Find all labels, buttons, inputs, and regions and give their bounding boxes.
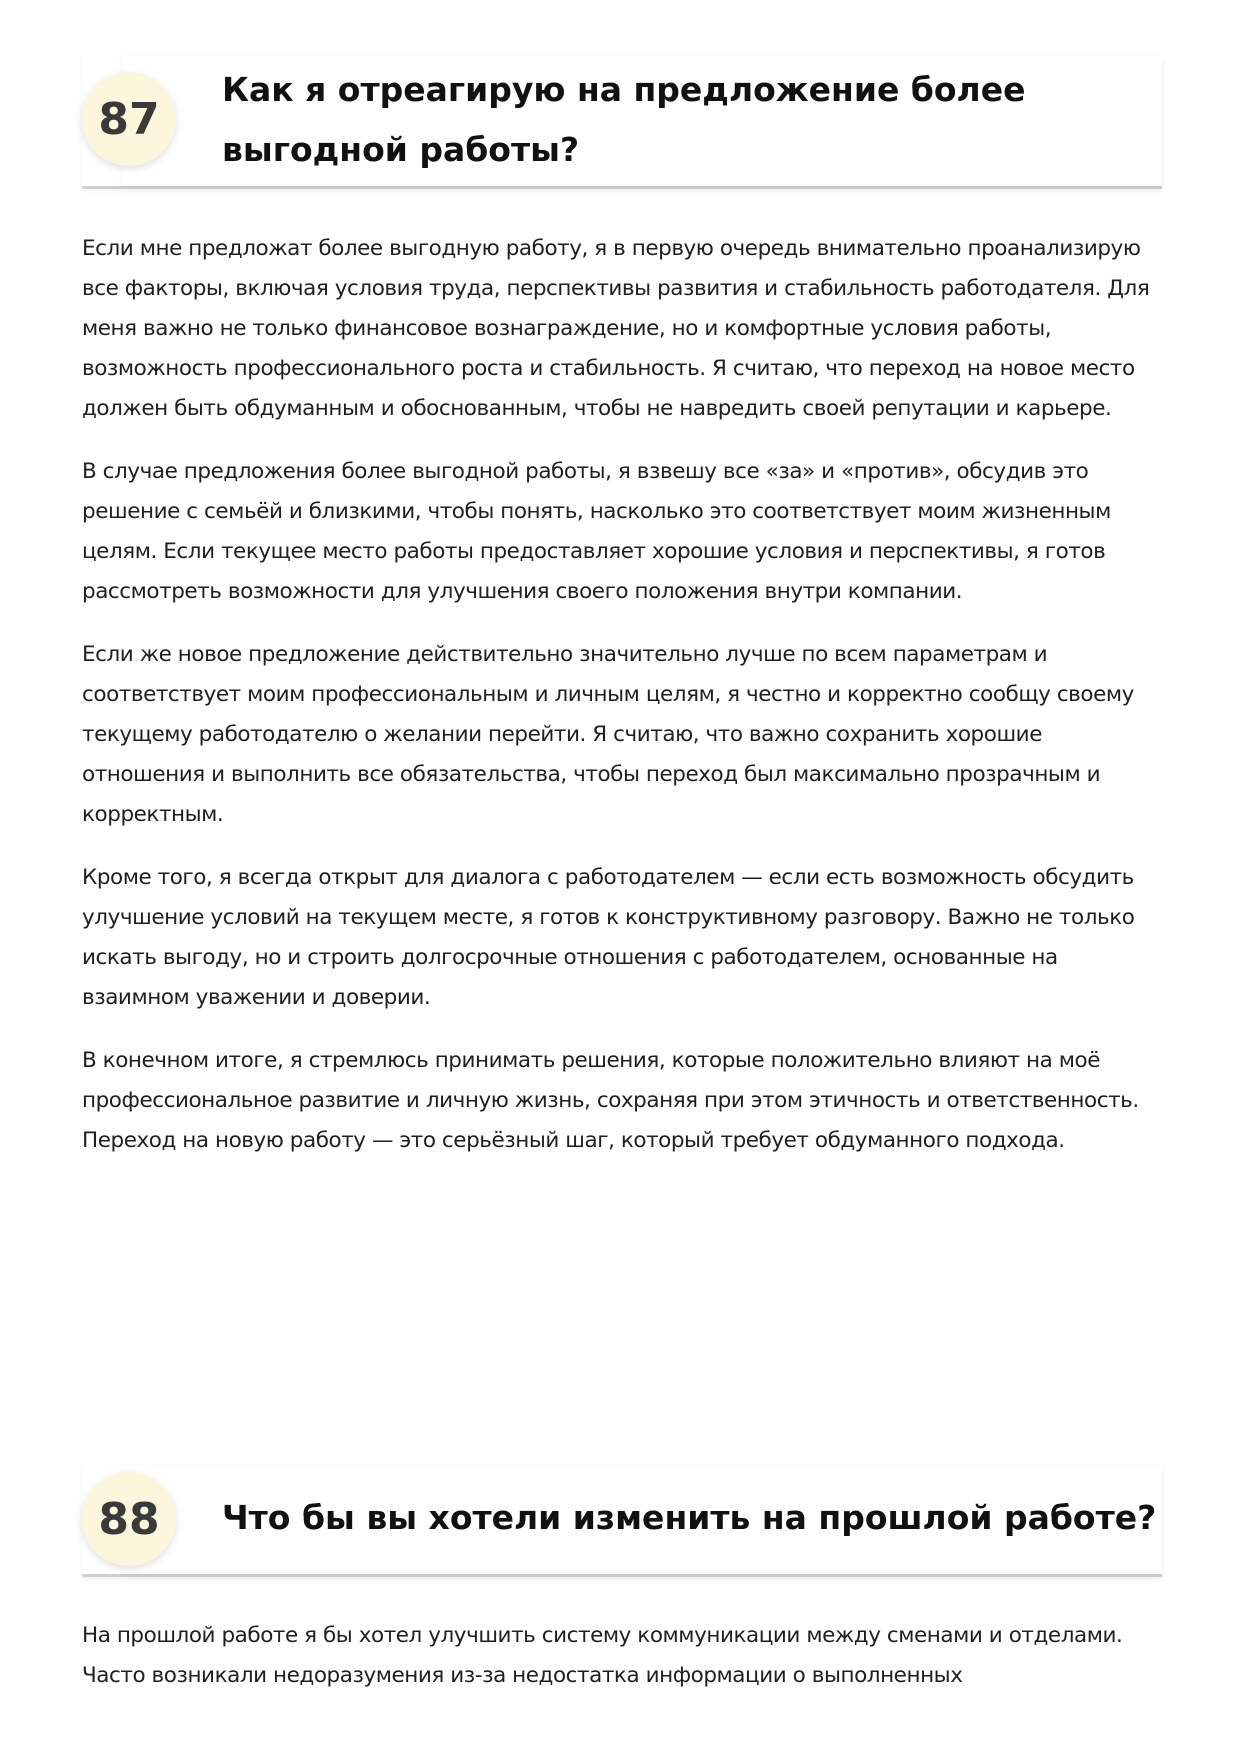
question-87-header [82, 56, 1162, 189]
answer-paragraph: Кроме того, я всегда открыт для диалога с работодателем — если есть возможность обсудить улучшение условий на текущем месте, я готов к конструктивному разговору. Важно не только искать выгоду, но и строить долгосрочные отношения с работодателем, основанные на взаимном уважении и доверии. [82, 865, 1135, 1010]
answer-paragraph: Если же новое предложение действительно значительно лучше по всем параметрам и соответствует моим профессиональным и личным целям, я честно и корректно сообщу своему текущему работодателю о желании перейти. Я считаю, что важно сохранить хорошие отношения и выполнить все обязательства, чтобы переход был максимально прозрачным и корректным. [82, 642, 1134, 827]
question-title: Что бы вы хотели изменить на прошлой работе? [222, 1498, 1157, 1537]
answer-paragraph: Если мне предложат более выгодную работу, я в первую очередь внимательно проанализирую все факторы, включая условия труда, перспективы развития и стабильность работодателя. Для меня важно не только финансовое вознаграждение, но и комфортные условия работы, возможность профессионального роста и стабильность. Я считаю, что переход на новое место должен быть обдуманным и обоснованным, чтобы не навредить своей репутации и карьере. [82, 236, 1150, 421]
question-number-badge: 87 [82, 72, 176, 166]
question-title: Как я отреагирую на предложение более выгодной работы? [222, 70, 1026, 169]
answer-paragraph: На прошлой работе я бы хотел улучшить систему коммуникации между сменами и отделами. Часто возникали недоразумения из-за недостатка информации о выполненных [82, 1623, 1123, 1688]
answer-paragraph: В случае предложения более выгодной работы, я взвешу все «за» и «против», обсудив это решение с семьёй и близкими, чтобы понять, насколько это соответствует моим жизненным целям. Если текущее место работы предоставляет хорошие условия и перспективы, я готов рассмотреть возможности для улучшения своего положения внутри компании. [82, 459, 1111, 604]
question-88-header [82, 1466, 1162, 1577]
answer-87-body [82, 229, 1162, 1184]
answer-88-body [82, 1616, 1162, 1719]
answer-paragraph: В конечном итоге, я стремлюсь принимать решения, которые положительно влияют на моё профессиональное развитие и личную жизнь, сохраняя при этом этичность и ответственность. Переход на новую работу — это серьёзный шаг, который требует обдуманного подхода. [82, 1048, 1139, 1153]
question-header [82, 56, 1162, 189]
question-number-badge: 88 [82, 1472, 176, 1566]
question-header [82, 1466, 1162, 1577]
